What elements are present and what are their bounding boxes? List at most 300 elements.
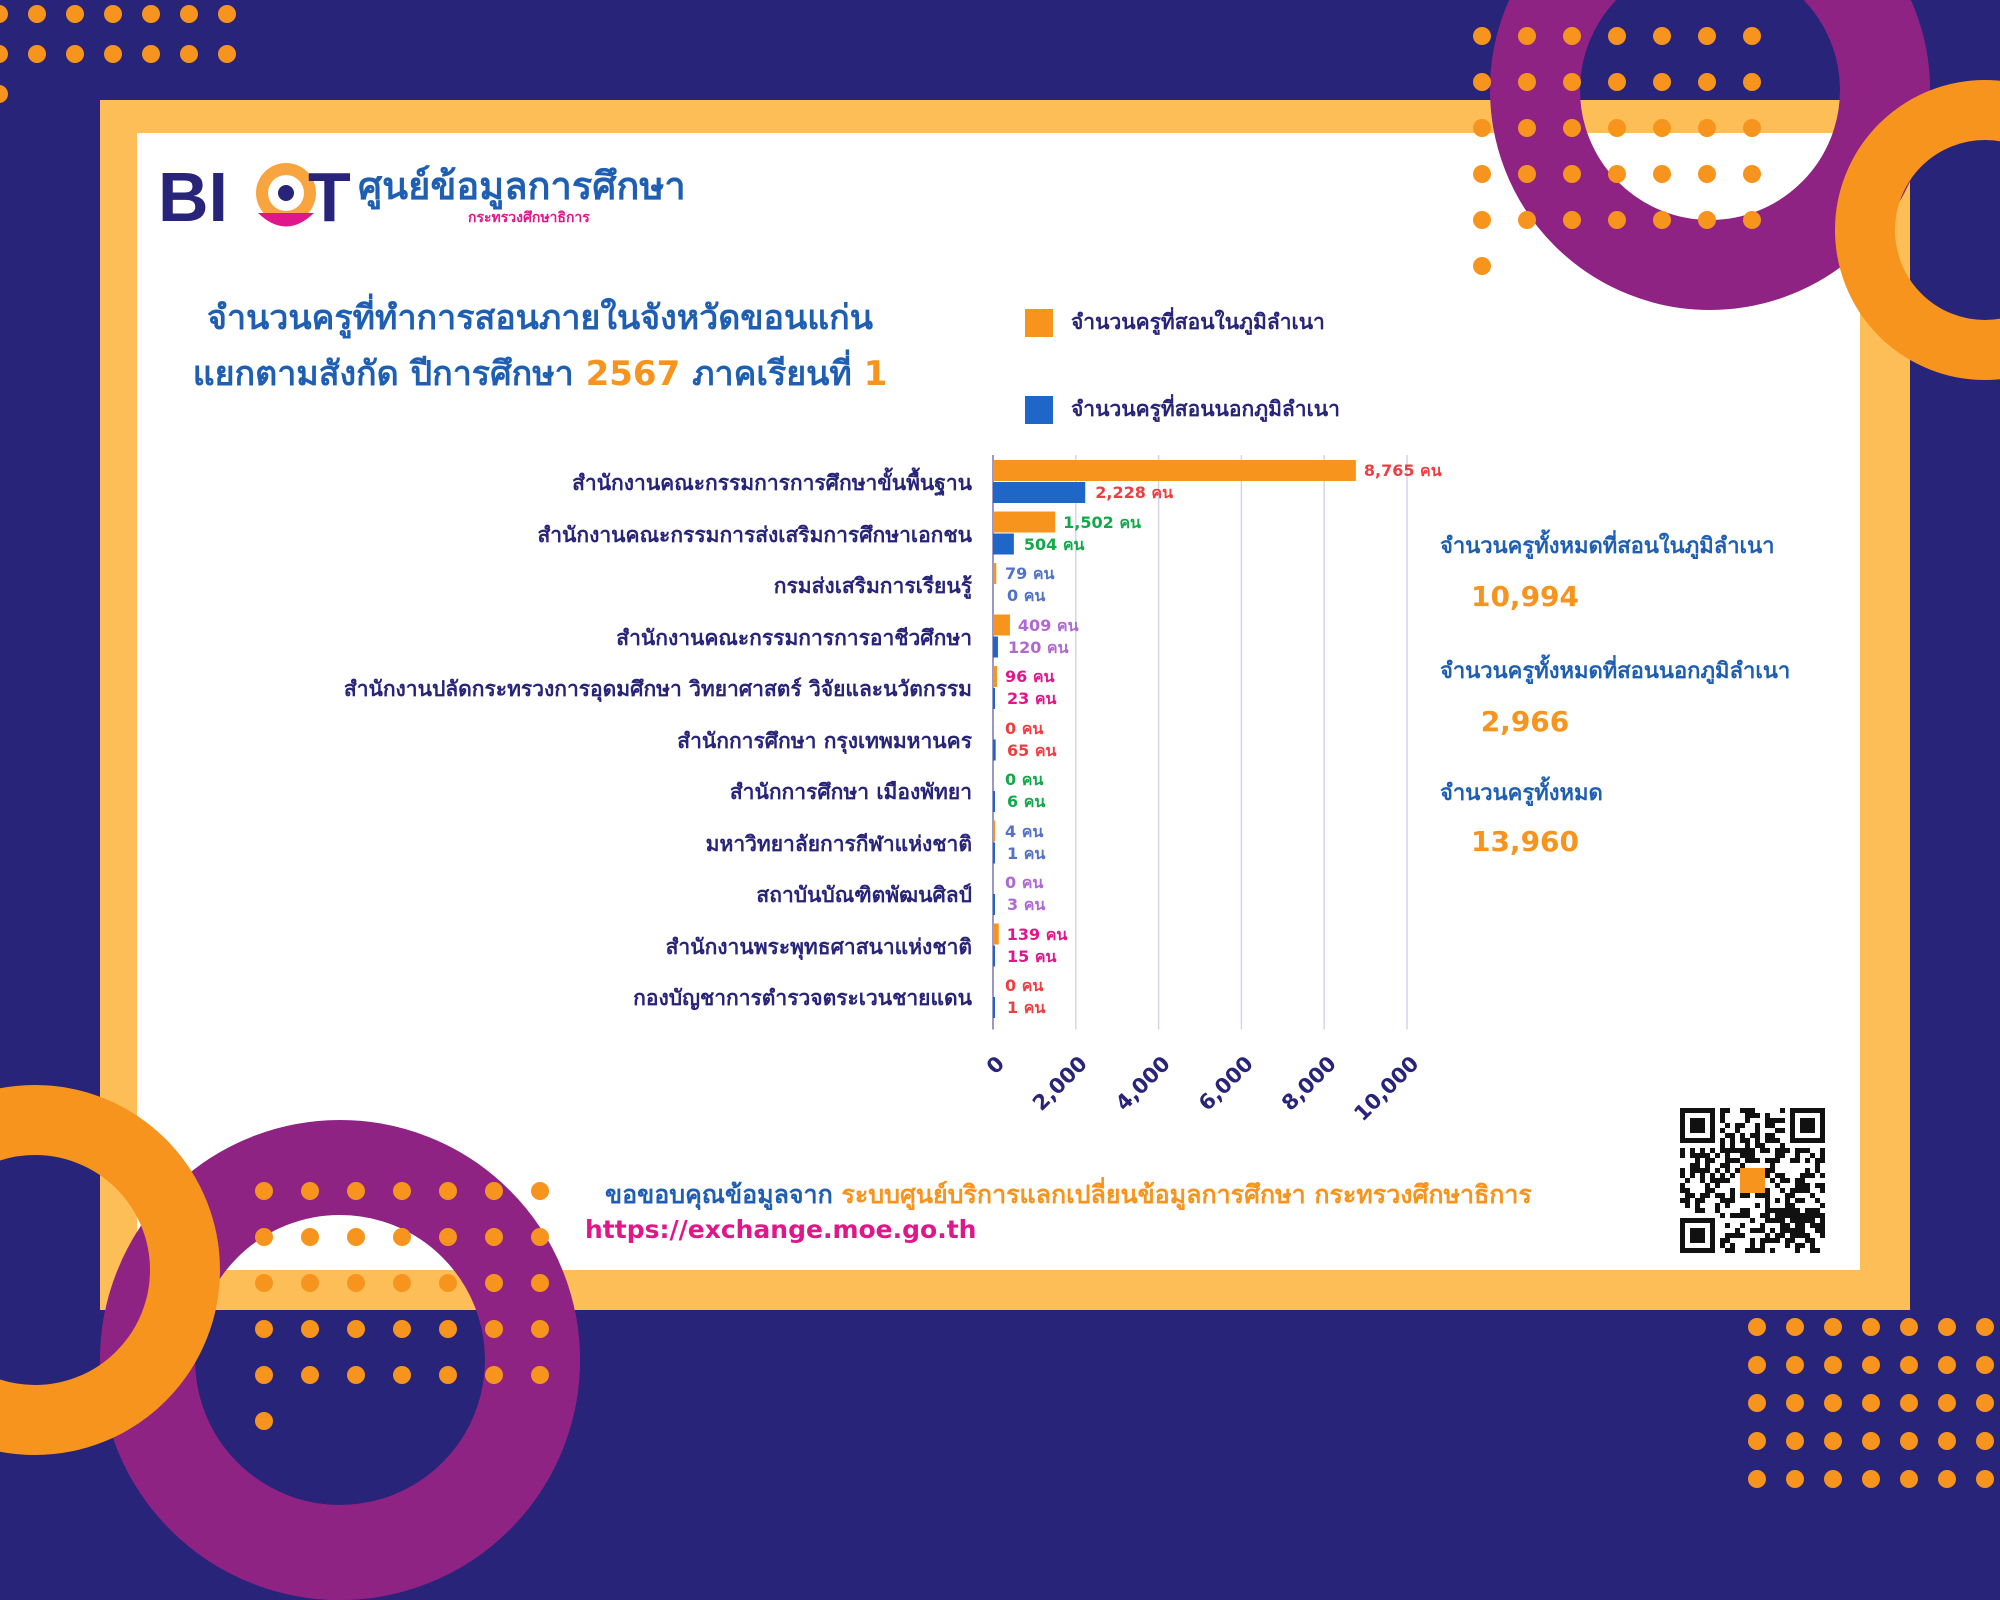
decor-dots-top-right [1473, 27, 1788, 275]
qr-module [1820, 1148, 1825, 1153]
decor-dot [1608, 165, 1626, 183]
qr-module [1715, 1183, 1720, 1188]
category-label: สำนักงานปลัดกระทรวงการอุดมศึกษา วิทยาศาสตร์ วิจัยและนวัตกรรม [343, 677, 972, 701]
decor-dot [1786, 1394, 1804, 1412]
decor-dot [1563, 165, 1581, 183]
decor-dot [347, 1320, 365, 1338]
qr-module [1800, 1233, 1805, 1238]
decor-dot [1653, 119, 1671, 137]
qr-module [1760, 1238, 1765, 1243]
category-label: สำนักงานคณะกรรมการการอาชีวศึกษา [616, 625, 972, 650]
value-label-in-hometown: 4 คน [1005, 821, 1044, 841]
qr-module [1795, 1243, 1800, 1248]
decor-dot [1743, 27, 1761, 45]
decor-dot [66, 45, 84, 63]
qr-module [1745, 1208, 1750, 1213]
qr-module [1775, 1153, 1780, 1158]
decor-dot [1473, 257, 1491, 275]
qr-module [1740, 1213, 1745, 1218]
qr-module [1715, 1208, 1720, 1213]
qr-module [1705, 1193, 1710, 1198]
qr-module [1730, 1133, 1735, 1138]
qr-module [1810, 1238, 1815, 1243]
qr-module [1775, 1128, 1780, 1133]
summary-in-title: จำนวนครูทั้งหมดที่สอนในภูมิลำเนา [1440, 534, 1775, 559]
qr-module [1770, 1138, 1775, 1143]
qr-module [1735, 1148, 1740, 1153]
qr-module [1755, 1193, 1760, 1198]
decor-dot [1473, 27, 1491, 45]
qr-module [1700, 1178, 1705, 1183]
qr-module [1780, 1173, 1785, 1178]
qr-module [1710, 1178, 1715, 1183]
qr-module [1785, 1238, 1790, 1243]
qr-module [1790, 1213, 1795, 1218]
qr-module [1765, 1213, 1770, 1218]
decor-dot [439, 1274, 457, 1292]
bict-logo [158, 145, 686, 235]
qr-module [1810, 1208, 1815, 1213]
qr-module [1740, 1133, 1745, 1138]
decor-dot [1473, 73, 1491, 91]
value-label-in-hometown: 1,502 คน [1063, 512, 1141, 532]
decor-dot [1473, 211, 1491, 229]
qr-module [1780, 1233, 1785, 1238]
qr-module [1785, 1213, 1790, 1218]
qr-module [1690, 1168, 1695, 1173]
qr-module [1775, 1213, 1780, 1218]
decor-dot [1608, 27, 1626, 45]
qr-module [1810, 1213, 1815, 1218]
qr-module [1810, 1193, 1815, 1198]
qr-module [1805, 1238, 1810, 1243]
category-label: กองบัญชาการตำรวจตระเวนชายแดน [633, 986, 972, 1010]
qr-module [1800, 1173, 1805, 1178]
qr-module [1690, 1153, 1695, 1158]
decor-dot [347, 1182, 365, 1200]
qr-module [1795, 1218, 1800, 1223]
qr-module [1725, 1203, 1730, 1208]
qr-module [1810, 1223, 1815, 1228]
qr-module [1745, 1108, 1750, 1113]
decor-dot [1976, 1394, 1994, 1412]
qr-module [1740, 1123, 1745, 1128]
credit-source: ระบบศูนย์บริการแลกเปลี่ยนข้อมูลการศึกษา กระทรวงศึกษาธิการ [841, 1180, 1532, 1209]
qr-module [1680, 1168, 1685, 1173]
qr-module [1695, 1203, 1700, 1208]
qr-module [1730, 1143, 1735, 1148]
qr-module [1735, 1168, 1740, 1173]
qr-module [1780, 1213, 1785, 1218]
decor-dot [1743, 211, 1761, 229]
value-label-in-hometown: 0 คน [1005, 873, 1044, 892]
decor-dot [1748, 1356, 1766, 1374]
decor-dot [301, 1366, 319, 1384]
qr-module [1765, 1138, 1770, 1143]
qr-module [1755, 1133, 1760, 1138]
decor-dot [1900, 1470, 1918, 1488]
qr-module [1810, 1153, 1815, 1158]
qr-module [1700, 1153, 1705, 1158]
qr-module [1720, 1148, 1725, 1153]
qr-module [1785, 1148, 1790, 1153]
qr-module [1800, 1213, 1805, 1218]
qr-module [1730, 1213, 1735, 1218]
qr-module [1725, 1168, 1730, 1173]
decor-dot [393, 1228, 411, 1246]
qr-module [1720, 1163, 1725, 1168]
qr-module [1705, 1188, 1710, 1193]
qr-module [1780, 1228, 1785, 1233]
value-label-in-hometown: 0 คน [1005, 770, 1044, 789]
qr-module [1770, 1218, 1775, 1223]
value-label-in-hometown: 0 คน [1005, 718, 1044, 738]
qr-module [1810, 1248, 1815, 1253]
qr-module [1765, 1133, 1770, 1138]
qr-module [1780, 1153, 1785, 1158]
qr-module [1765, 1118, 1770, 1123]
qr-module [1785, 1223, 1790, 1228]
title-line-2 [150, 346, 930, 402]
qr-module [1815, 1223, 1820, 1228]
qr-module [1765, 1203, 1770, 1208]
value-label-out-hometown: 1 คน [1007, 998, 1046, 1017]
qr-module [1705, 1163, 1710, 1168]
qr-module [1680, 1198, 1685, 1203]
qr-module [1745, 1113, 1750, 1118]
qr-module [1770, 1133, 1775, 1138]
decor-dot [393, 1320, 411, 1338]
qr-module [1770, 1228, 1775, 1233]
qr-module [1765, 1193, 1770, 1198]
decor-dot [301, 1182, 319, 1200]
qr-module [1815, 1198, 1820, 1203]
qr-module [1765, 1188, 1770, 1193]
decor-dot [1748, 1432, 1766, 1450]
qr-module [1685, 1193, 1690, 1198]
qr-module [1720, 1138, 1725, 1143]
qr-module [1680, 1188, 1685, 1193]
qr-module [1705, 1183, 1710, 1188]
legend-swatch-orange [1025, 309, 1053, 337]
qr-module [1775, 1183, 1780, 1188]
qr-module [1775, 1138, 1780, 1143]
x-tick-label: 4,000 [1111, 1051, 1176, 1115]
qr-module [1790, 1238, 1795, 1243]
x-tick-label: 10,000 [1349, 1051, 1424, 1126]
qr-module [1700, 1198, 1705, 1203]
qr-module [1740, 1138, 1745, 1143]
qr-module [1780, 1118, 1785, 1123]
qr-module [1710, 1158, 1715, 1163]
decor-dot [255, 1274, 273, 1292]
decor-dot [1786, 1318, 1804, 1336]
qr-module [1775, 1118, 1780, 1123]
qr-module [1780, 1148, 1785, 1153]
qr-module [1750, 1113, 1755, 1118]
qr-module [1745, 1213, 1750, 1218]
qr-module [1805, 1188, 1810, 1193]
value-label-out-hometown: 504 คน [1023, 534, 1085, 554]
decor-dot [142, 45, 160, 63]
decor-dot [255, 1366, 273, 1384]
decor-dot [28, 45, 46, 63]
qr-module [1795, 1158, 1800, 1163]
qr-module [1725, 1123, 1730, 1128]
qr-module [1710, 1173, 1715, 1178]
decor-dot [1938, 1318, 1956, 1336]
credit-prefix: ขอขอบคุณข้อมูลจาก [605, 1180, 842, 1209]
qr-module [1795, 1223, 1800, 1228]
decor-dot [66, 5, 84, 23]
svg-text:BI: BI [158, 158, 228, 235]
qr-module [1800, 1118, 1815, 1133]
qr-module [1735, 1123, 1740, 1128]
decor-dot [1698, 27, 1716, 45]
qr-module [1800, 1178, 1805, 1183]
qr-module [1760, 1243, 1765, 1248]
category-label: กรมส่งเสริมการเรียนรู้ [773, 574, 972, 598]
qr-module [1745, 1138, 1750, 1143]
decor-dot [1938, 1470, 1956, 1488]
value-label-out-hometown: 3 คน [1007, 895, 1046, 914]
decor-dot [301, 1274, 319, 1292]
qr-module [1685, 1203, 1690, 1208]
qr-module [1725, 1223, 1730, 1228]
qr-module [1685, 1178, 1690, 1183]
qr-module [1700, 1208, 1705, 1213]
qr-module [1820, 1213, 1825, 1218]
qr-module [1805, 1183, 1810, 1188]
qr-module [1760, 1213, 1765, 1218]
value-label-out-hometown: 1 คน [1007, 843, 1046, 863]
qr-module [1735, 1233, 1740, 1238]
decor-dot [1862, 1394, 1880, 1412]
qr-module [1740, 1163, 1745, 1168]
qr-module [1720, 1243, 1725, 1248]
qr-module [1780, 1108, 1785, 1113]
qr-module [1815, 1213, 1820, 1218]
value-label-out-hometown: 65 คน [1007, 740, 1057, 760]
value-label-out-hometown: 6 คน [1007, 792, 1046, 811]
decor-dot [1608, 119, 1626, 137]
value-label-out-hometown: 23 คน [1007, 689, 1057, 708]
decor-dot [1900, 1432, 1918, 1450]
qr-module [1695, 1168, 1700, 1173]
qr-module [1735, 1213, 1740, 1218]
decor-dot [531, 1228, 549, 1246]
qr-module [1700, 1168, 1705, 1173]
qr-module [1790, 1158, 1795, 1163]
summary-out-title: จำนวนครูทั้งหมดที่สอนนอกภูมิลำเนา [1440, 659, 1791, 684]
decor-dot [1698, 211, 1716, 229]
qr-module [1730, 1198, 1735, 1203]
qr-module [1820, 1158, 1825, 1163]
qr-module [1810, 1218, 1815, 1223]
decor-dot [1518, 27, 1536, 45]
decor-dot [1824, 1356, 1842, 1374]
decor-dot [1862, 1356, 1880, 1374]
qr-module [1785, 1193, 1790, 1198]
qr-module [1790, 1203, 1795, 1208]
qr-module [1680, 1173, 1685, 1178]
decor-dot [485, 1274, 503, 1292]
decor-dot [1518, 211, 1536, 229]
decor-dot [1824, 1318, 1842, 1336]
qr-module [1705, 1168, 1710, 1173]
qr-module [1720, 1143, 1725, 1148]
decor-dots-bottom-right [1748, 1318, 2000, 1488]
qr-module [1760, 1248, 1765, 1253]
qr-module [1765, 1173, 1770, 1178]
summary-total-title: จำนวนครูทั้งหมด [1440, 781, 1603, 806]
decor-dot [1473, 119, 1491, 137]
qr-module [1755, 1123, 1760, 1128]
title-line-2-prefix: แยกตามสังกัด ปีการศึกษา [192, 354, 586, 394]
decor-dot [1900, 1318, 1918, 1336]
qr-module [1800, 1228, 1805, 1233]
qr-module [1815, 1168, 1820, 1173]
qr-module [1725, 1178, 1730, 1183]
x-tick-label: 8,000 [1276, 1051, 1341, 1115]
qr-module [1725, 1238, 1730, 1243]
qr-module [1720, 1198, 1725, 1203]
decor-dot [28, 5, 46, 23]
qr-module [1740, 1208, 1745, 1213]
decor-dot [1563, 27, 1581, 45]
qr-module [1765, 1123, 1770, 1128]
qr-module [1770, 1118, 1775, 1123]
qr-module [1775, 1218, 1780, 1223]
decor-dot [439, 1366, 457, 1384]
decor-dot [1824, 1394, 1842, 1412]
qr-module [1770, 1208, 1775, 1213]
decor-dot [1748, 1470, 1766, 1488]
qr-module [1780, 1218, 1785, 1223]
decor-dot [218, 5, 236, 23]
qr-module [1750, 1108, 1755, 1113]
decor-dot [531, 1320, 549, 1338]
credit-line [605, 1175, 1532, 1215]
decor-dot [301, 1320, 319, 1338]
qr-module [1810, 1243, 1815, 1248]
qr-module [1770, 1158, 1775, 1163]
qr-module [1795, 1213, 1800, 1218]
qr-module [1820, 1228, 1825, 1233]
qr-module [1680, 1148, 1685, 1153]
qr-module [1740, 1148, 1745, 1153]
qr-module [1805, 1173, 1810, 1178]
decor-dot [1748, 1318, 1766, 1336]
decor-dot [1743, 73, 1761, 91]
qr-module [1740, 1223, 1745, 1228]
qr-module [1755, 1138, 1760, 1143]
qr-module [1820, 1223, 1825, 1228]
qr-module [1765, 1238, 1770, 1243]
qr-module [1690, 1118, 1705, 1133]
qr-module [1820, 1203, 1825, 1208]
source-url-link[interactable]: https://exchange.moe.go.th [585, 1215, 977, 1244]
qr-module [1795, 1228, 1800, 1233]
qr-module [1760, 1193, 1765, 1198]
qr-module [1740, 1233, 1745, 1238]
qr-module [1690, 1228, 1705, 1243]
decor-dot [393, 1274, 411, 1292]
qr-module [1740, 1193, 1745, 1198]
value-label-in-hometown: 139 คน [1006, 924, 1068, 944]
svg-text:T: T [308, 158, 351, 235]
category-label: สำนักงานพระพุทธศาสนาแห่งชาติ [665, 934, 972, 959]
org-subname: กระทรวงศึกษาธิการ [468, 210, 590, 226]
decor-dot [1653, 73, 1671, 91]
qr-module [1790, 1208, 1795, 1213]
qr-code[interactable] [1680, 1108, 1825, 1253]
decor-dot [1786, 1470, 1804, 1488]
qr-module [1735, 1128, 1740, 1133]
qr-module [1815, 1163, 1820, 1168]
qr-module [1730, 1148, 1735, 1153]
qr-module [1745, 1153, 1750, 1158]
qr-module [1750, 1148, 1755, 1153]
qr-module [1770, 1163, 1775, 1168]
qr-module [1795, 1183, 1800, 1188]
decor-dot [1976, 1470, 1994, 1488]
decor-dot [180, 5, 198, 23]
org-name: ศูนย์ข้อมูลการศึกษา [358, 164, 686, 208]
qr-module [1690, 1173, 1695, 1178]
qr-module [1815, 1158, 1820, 1163]
decor-dots-top-left [0, 5, 256, 103]
qr-module [1805, 1208, 1810, 1213]
qr-module [1820, 1183, 1825, 1188]
qr-module [1695, 1158, 1700, 1163]
qr-module [1800, 1223, 1805, 1228]
decor-dot [1938, 1356, 1956, 1374]
qr-module [1680, 1183, 1685, 1188]
qr-module [1720, 1128, 1725, 1133]
qr-module [1755, 1158, 1760, 1163]
qr-module [1730, 1233, 1735, 1238]
qr-module [1720, 1173, 1725, 1178]
decor-dot [1824, 1470, 1842, 1488]
decor-dot [531, 1274, 549, 1292]
decor-dot [180, 45, 198, 63]
category-label: สำนักการศึกษา กรุงเทพมหานคร [677, 728, 972, 753]
value-label-out-hometown: 2,228 คน [1095, 483, 1174, 502]
qr-module [1775, 1198, 1780, 1203]
qr-module [1820, 1218, 1825, 1223]
qr-module [1790, 1193, 1795, 1198]
qr-module [1720, 1213, 1725, 1218]
qr-module [1715, 1168, 1720, 1173]
qr-module [1795, 1178, 1800, 1183]
qr-module [1720, 1193, 1725, 1198]
qr-module [1790, 1218, 1795, 1223]
qr-module [1710, 1148, 1715, 1153]
decor-dot [1653, 27, 1671, 45]
qr-module [1820, 1233, 1825, 1238]
qr-module [1715, 1153, 1720, 1158]
qr-module [1760, 1223, 1765, 1228]
qr-module [1730, 1158, 1735, 1163]
decor-dot [439, 1320, 457, 1338]
decor-dot [1518, 165, 1536, 183]
qr-module [1800, 1183, 1805, 1188]
summary-total-value: 13,960 [1470, 825, 1580, 858]
decor-dot [301, 1228, 319, 1246]
qr-module [1685, 1188, 1690, 1193]
qr-module [1755, 1143, 1760, 1148]
